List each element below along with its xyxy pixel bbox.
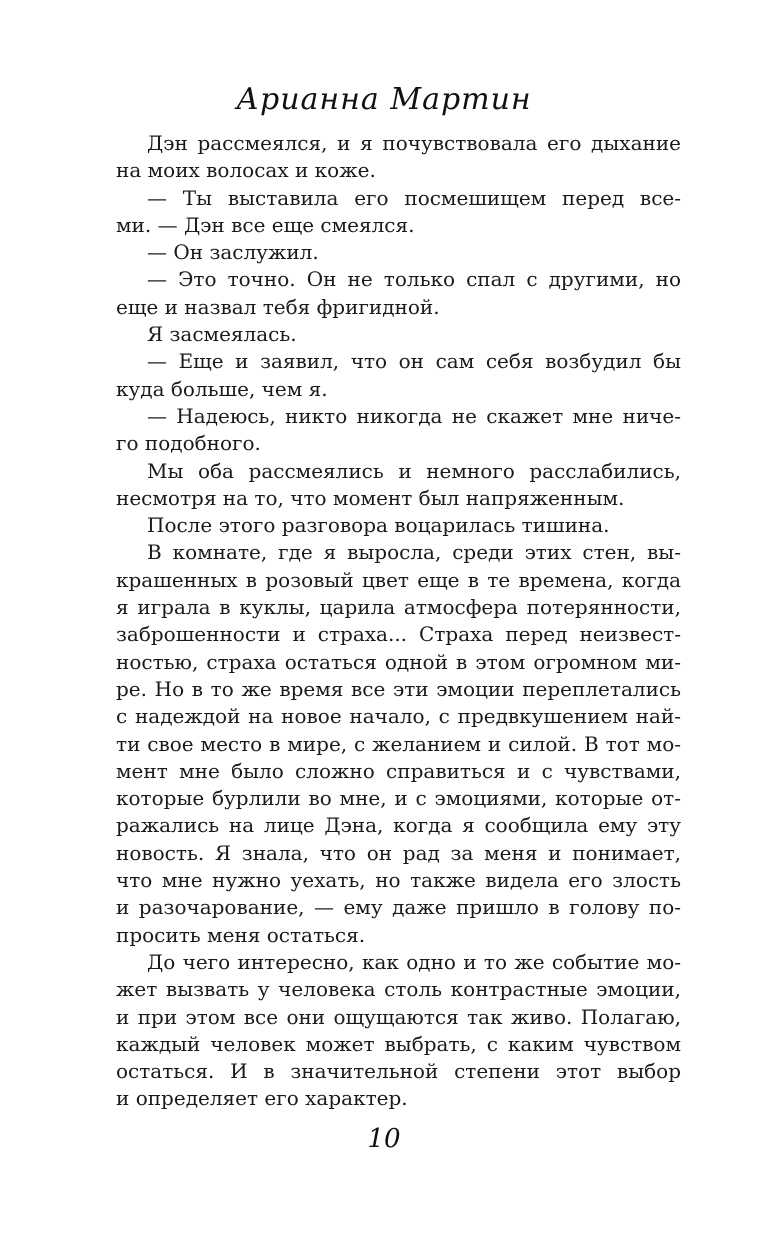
page-number: 10 [367,1124,401,1154]
paragraph-first-line: — Надеюсь, никто никогда не скажет мне ниче- [147,403,681,428]
paragraph-line: жет вызвать у человека столь контрастные эмоции, [116,977,681,1002]
paragraph-line: просить меня остаться. [116,922,366,947]
paragraph-line: с надеждой на новое начало, с предвкушением най- [116,704,681,729]
paragraph-line: куда больше, чем я. [116,376,328,401]
paragraph-first-line: — Еще и заявил, что он сам себя возбудил бы [147,349,681,374]
paragraph-line: ре. Но в то же время все эти эмоции переплетались [116,676,681,701]
paragraph-line: остаться. И в значительной степени этот выбор [116,1059,681,1084]
paragraph-line: и определяет его характер. [116,1086,408,1111]
paragraph-line: новость. Я знала, что он рад за меня и понимает, [116,840,681,865]
paragraph-first-line: Дэн рассмеялся, и я почувствовала его дыхание [147,131,681,155]
paragraph-line: ражались на лице Дэна, когда я сообщила ему эту [116,813,681,838]
paragraph-first-line: В комнате, где я выросла, среди этих стен, вы- [147,540,681,565]
paragraph-first-line: — Он заслужил. [147,240,319,265]
paragraph-line: несмотря на то, что момент был напряженным. [116,485,625,510]
paragraph-line: еще и назвал тебя фригидной. [116,294,440,319]
paragraph-line: что мне нужно уехать, но также видела его злость [116,868,681,893]
paragraph-line: го подобного. [116,431,261,456]
paragraph-line: и при этом все они ощущаются так живо. Полагаю, [116,1004,681,1029]
paragraph-first-line: До чего интересно, как одно и то же событие мо- [147,949,681,974]
paragraph-line: крашенных в розовый цвет еще в те времена, когда [116,567,681,592]
paragraph-line: на моих волосах и коже. [116,158,376,183]
paragraph-first-line: Я засмеялась. [147,322,297,347]
paragraph-first-line: После этого разговора воцарилась тишина. [147,513,610,538]
paragraph-line: каждый человек может выбрать, с каким чувством [116,1031,681,1056]
paragraph-line: я играла в куклы, царила атмосфера потерянности, [116,595,681,620]
paragraph-line: которые бурлили во мне, и с эмоциями, которые от- [116,786,681,811]
running-head-author: Арианна Мартин [236,82,532,117]
paragraph-line: заброшенности и страха... Страха перед неизвест- [116,622,681,647]
body-text [116,130,681,1113]
paragraph-line: ти свое место в мире, с желанием и силой. В тот мо- [116,731,681,756]
paragraph-line: ностью, страха остаться одной в этом огромном ми- [116,649,681,674]
paragraph-first-line: Мы оба рассмеялись и немного расслабились, [147,458,681,483]
paragraph-first-line: — Ты выставила его посмешищем перед все- [147,185,681,210]
paragraph-line: и разочарование, — ему даже пришло в голову по- [116,895,681,920]
paragraph-first-line: — Это точно. Он не только спал с другими, но [147,267,681,292]
paragraph-line: мент мне было сложно справиться и с чувствами, [116,758,681,783]
paragraph-line: ми. — Дэн все еще смеялся. [116,212,415,237]
